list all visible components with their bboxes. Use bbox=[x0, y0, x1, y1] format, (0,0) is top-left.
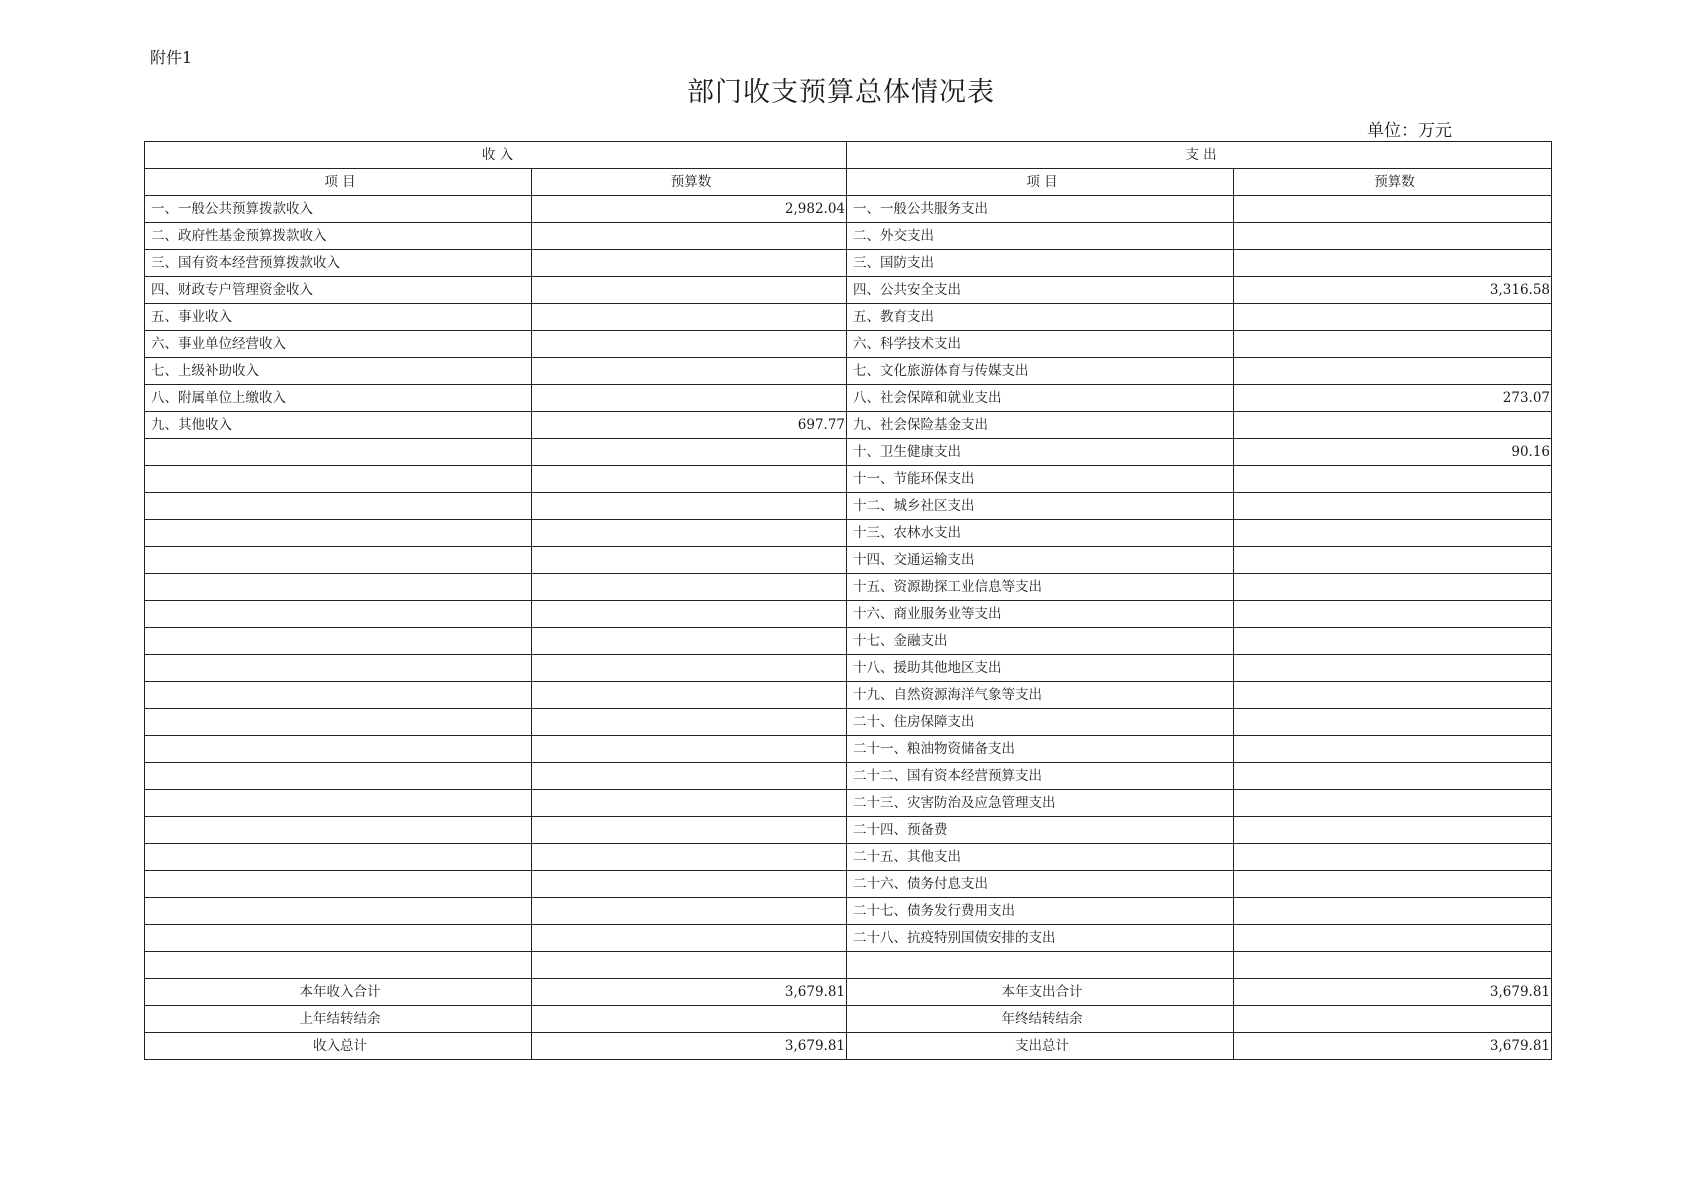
expense-item: 十七、金融支出 bbox=[847, 628, 1234, 655]
expense-item: 二十一、粮油物资储备支出 bbox=[847, 736, 1234, 763]
income-value bbox=[532, 601, 847, 628]
expense-item: 十二、城乡社区支出 bbox=[847, 493, 1234, 520]
expense-item: 五、教育支出 bbox=[847, 304, 1234, 331]
expense-value bbox=[1234, 466, 1552, 493]
expense-item: 二十四、预备费 bbox=[847, 817, 1234, 844]
total-row bbox=[145, 979, 1552, 1006]
expense-item bbox=[847, 952, 1234, 979]
expense-value bbox=[1234, 520, 1552, 547]
expense-value bbox=[1234, 493, 1552, 520]
income-item: 二、政府性基金预算拨款收入 bbox=[145, 223, 532, 250]
income-value bbox=[532, 709, 847, 736]
income-total-value: 3,679.81 bbox=[532, 1033, 847, 1060]
income-value bbox=[532, 952, 847, 979]
expense-item: 七、文化旅游体育与传媒支出 bbox=[847, 358, 1234, 385]
expense-value bbox=[1234, 223, 1552, 250]
expense-value bbox=[1234, 925, 1552, 952]
expense-value bbox=[1234, 547, 1552, 574]
income-value bbox=[532, 844, 847, 871]
table-row bbox=[145, 925, 1552, 952]
income-total-label: 本年收入合计 bbox=[145, 979, 532, 1006]
expense-value bbox=[1234, 358, 1552, 385]
table-row bbox=[145, 871, 1552, 898]
expense-item: 二十、住房保障支出 bbox=[847, 709, 1234, 736]
expense-value bbox=[1234, 331, 1552, 358]
income-item bbox=[145, 844, 532, 871]
table-row bbox=[145, 304, 1552, 331]
table-row bbox=[145, 412, 1552, 439]
budget-table bbox=[144, 141, 1552, 1060]
expense-total-value bbox=[1234, 1006, 1552, 1033]
expense-budget-header: 预算数 bbox=[1234, 169, 1552, 196]
expense-item: 十四、交通运输支出 bbox=[847, 547, 1234, 574]
income-value bbox=[532, 763, 847, 790]
table-row bbox=[145, 223, 1552, 250]
table-row bbox=[145, 763, 1552, 790]
expense-item: 六、科学技术支出 bbox=[847, 331, 1234, 358]
income-value bbox=[532, 304, 847, 331]
expense-value bbox=[1234, 709, 1552, 736]
total-row bbox=[145, 1033, 1552, 1060]
income-item: 四、财政专户管理资金收入 bbox=[145, 277, 532, 304]
income-item: 五、事业收入 bbox=[145, 304, 532, 331]
expense-value bbox=[1234, 628, 1552, 655]
income-budget-header: 预算数 bbox=[532, 169, 847, 196]
expense-value bbox=[1234, 763, 1552, 790]
expense-value bbox=[1234, 682, 1552, 709]
expense-item: 二十七、债务发行费用支出 bbox=[847, 898, 1234, 925]
expense-value bbox=[1234, 736, 1552, 763]
expense-item: 十三、农林水支出 bbox=[847, 520, 1234, 547]
expense-item-header: 项 目 bbox=[847, 169, 1234, 196]
income-item bbox=[145, 709, 532, 736]
income-value bbox=[532, 223, 847, 250]
table-row bbox=[145, 547, 1552, 574]
income-value bbox=[532, 628, 847, 655]
income-value bbox=[532, 736, 847, 763]
section-header-row bbox=[145, 142, 1552, 169]
income-item: 七、上级补助收入 bbox=[145, 358, 532, 385]
income-total-value: 3,679.81 bbox=[532, 979, 847, 1006]
unit-label: 单位：万元 bbox=[1367, 121, 1452, 141]
income-value bbox=[532, 655, 847, 682]
income-item bbox=[145, 439, 532, 466]
expense-item: 二十八、抗疫特别国债安排的支出 bbox=[847, 925, 1234, 952]
expense-item: 一、一般公共服务支出 bbox=[847, 196, 1234, 223]
income-item-header: 项 目 bbox=[145, 169, 532, 196]
expense-item: 八、社会保障和就业支出 bbox=[847, 385, 1234, 412]
table-row bbox=[145, 844, 1552, 871]
income-value bbox=[532, 493, 847, 520]
expense-item: 十九、自然资源海洋气象等支出 bbox=[847, 682, 1234, 709]
income-item bbox=[145, 871, 532, 898]
income-item bbox=[145, 898, 532, 925]
table-row bbox=[145, 601, 1552, 628]
income-item bbox=[145, 547, 532, 574]
income-value: 2,982.04 bbox=[532, 196, 847, 223]
table-row bbox=[145, 736, 1552, 763]
table-row bbox=[145, 493, 1552, 520]
income-value bbox=[532, 790, 847, 817]
expense-item: 四、公共安全支出 bbox=[847, 277, 1234, 304]
income-item: 六、事业单位经营收入 bbox=[145, 331, 532, 358]
expense-item: 十六、商业服务业等支出 bbox=[847, 601, 1234, 628]
expense-value bbox=[1234, 304, 1552, 331]
income-value bbox=[532, 871, 847, 898]
income-value bbox=[532, 331, 847, 358]
income-header: 收 入 bbox=[145, 142, 847, 169]
income-item bbox=[145, 493, 532, 520]
income-value bbox=[532, 277, 847, 304]
income-item bbox=[145, 574, 532, 601]
table-row bbox=[145, 358, 1552, 385]
table-row bbox=[145, 655, 1552, 682]
income-item bbox=[145, 655, 532, 682]
expense-value bbox=[1234, 844, 1552, 871]
expense-item: 二十六、债务付息支出 bbox=[847, 871, 1234, 898]
expense-item: 三、国防支出 bbox=[847, 250, 1234, 277]
income-item bbox=[145, 817, 532, 844]
table-row bbox=[145, 709, 1552, 736]
income-value bbox=[532, 547, 847, 574]
income-item bbox=[145, 466, 532, 493]
expense-total-value: 3,679.81 bbox=[1234, 979, 1552, 1006]
income-value: 697.77 bbox=[532, 412, 847, 439]
expense-value bbox=[1234, 655, 1552, 682]
table-row bbox=[145, 628, 1552, 655]
expense-total-label: 本年支出合计 bbox=[847, 979, 1234, 1006]
expense-item: 十、卫生健康支出 bbox=[847, 439, 1234, 466]
expense-value: 90.16 bbox=[1234, 439, 1552, 466]
expense-value bbox=[1234, 817, 1552, 844]
table-row bbox=[145, 952, 1552, 979]
expense-item: 二、外交支出 bbox=[847, 223, 1234, 250]
expense-value bbox=[1234, 898, 1552, 925]
expense-item: 二十五、其他支出 bbox=[847, 844, 1234, 871]
table-row bbox=[145, 250, 1552, 277]
table-row bbox=[145, 196, 1552, 223]
income-item: 一、一般公共预算拨款收入 bbox=[145, 196, 532, 223]
expense-value: 3,316.58 bbox=[1234, 277, 1552, 304]
income-item bbox=[145, 790, 532, 817]
income-total-value bbox=[532, 1006, 847, 1033]
income-value bbox=[532, 682, 847, 709]
expense-header: 支 出 bbox=[847, 142, 1552, 169]
income-value bbox=[532, 898, 847, 925]
income-item: 八、附属单位上缴收入 bbox=[145, 385, 532, 412]
income-item bbox=[145, 682, 532, 709]
table-row bbox=[145, 898, 1552, 925]
expense-total-label: 支出总计 bbox=[847, 1033, 1234, 1060]
expense-item: 十八、援助其他地区支出 bbox=[847, 655, 1234, 682]
expense-value bbox=[1234, 952, 1552, 979]
expense-total-value: 3,679.81 bbox=[1234, 1033, 1552, 1060]
income-item bbox=[145, 628, 532, 655]
income-value bbox=[532, 520, 847, 547]
income-value bbox=[532, 439, 847, 466]
income-item bbox=[145, 601, 532, 628]
table-row bbox=[145, 439, 1552, 466]
table-row bbox=[145, 385, 1552, 412]
expense-item: 十五、资源勘探工业信息等支出 bbox=[847, 574, 1234, 601]
expense-item: 二十二、国有资本经营预算支出 bbox=[847, 763, 1234, 790]
expense-value bbox=[1234, 871, 1552, 898]
income-value bbox=[532, 925, 847, 952]
income-item bbox=[145, 952, 532, 979]
table-row bbox=[145, 277, 1552, 304]
income-total-label: 收入总计 bbox=[145, 1033, 532, 1060]
income-item bbox=[145, 763, 532, 790]
column-header-row bbox=[145, 169, 1552, 196]
income-item: 三、国有资本经营预算拨款收入 bbox=[145, 250, 532, 277]
table-row bbox=[145, 790, 1552, 817]
table-row bbox=[145, 574, 1552, 601]
income-item bbox=[145, 925, 532, 952]
income-value bbox=[532, 358, 847, 385]
table-row bbox=[145, 817, 1552, 844]
total-row bbox=[145, 1006, 1552, 1033]
expense-value bbox=[1234, 574, 1552, 601]
income-value bbox=[532, 385, 847, 412]
table-row bbox=[145, 682, 1552, 709]
expense-value bbox=[1234, 412, 1552, 439]
expense-value bbox=[1234, 601, 1552, 628]
page-title: 部门收支预算总体情况表 bbox=[687, 77, 995, 108]
expense-item: 十一、节能环保支出 bbox=[847, 466, 1234, 493]
expense-value bbox=[1234, 790, 1552, 817]
expense-value bbox=[1234, 250, 1552, 277]
attachment-label: 附件1 bbox=[150, 48, 193, 67]
income-value bbox=[532, 817, 847, 844]
income-value bbox=[532, 466, 847, 493]
expense-item: 九、社会保险基金支出 bbox=[847, 412, 1234, 439]
expense-value: 273.07 bbox=[1234, 385, 1552, 412]
income-value bbox=[532, 574, 847, 601]
table-row bbox=[145, 466, 1552, 493]
income-item: 九、其他收入 bbox=[145, 412, 532, 439]
income-value bbox=[532, 250, 847, 277]
expense-total-label: 年终结转结余 bbox=[847, 1006, 1234, 1033]
expense-value bbox=[1234, 196, 1552, 223]
income-item bbox=[145, 736, 532, 763]
income-total-label: 上年结转结余 bbox=[145, 1006, 532, 1033]
table-row bbox=[145, 520, 1552, 547]
income-item bbox=[145, 520, 532, 547]
table-row bbox=[145, 331, 1552, 358]
expense-item: 二十三、灾害防治及应急管理支出 bbox=[847, 790, 1234, 817]
